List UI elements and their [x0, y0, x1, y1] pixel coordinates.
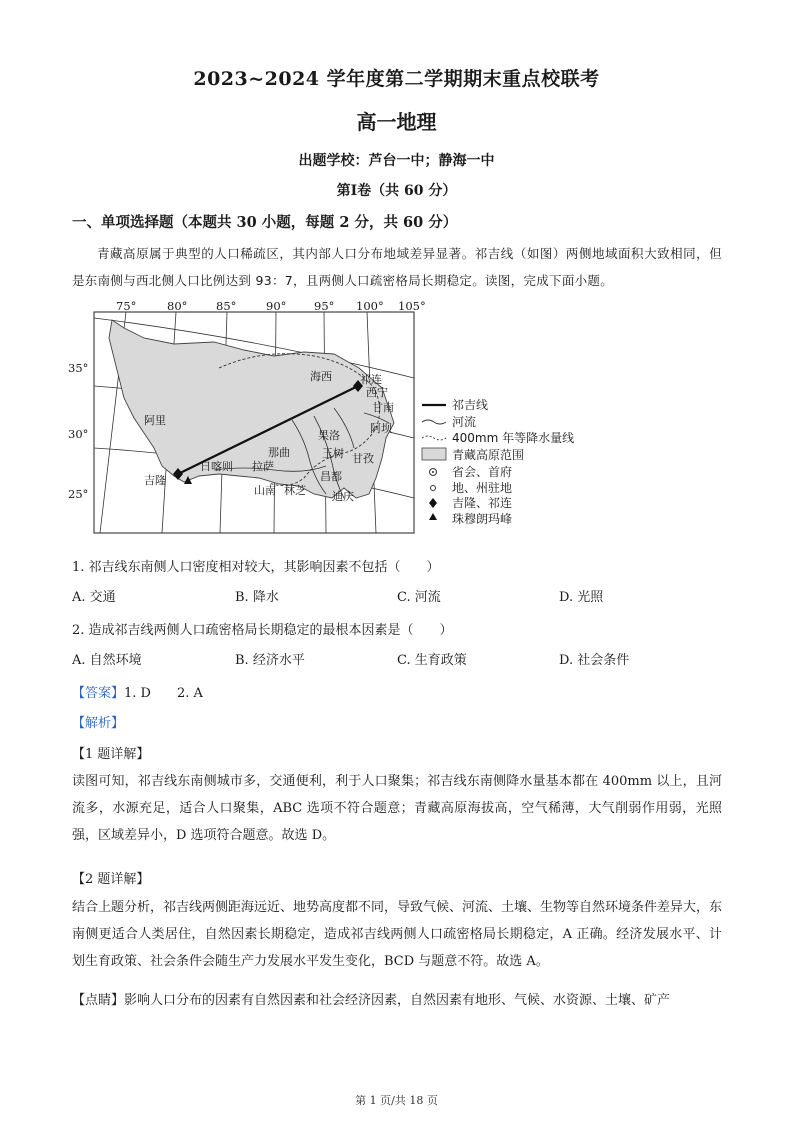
place-aba: 阿坝 — [370, 422, 392, 435]
exam-title: 2023~2024 学年度第二学期期末重点校联考 — [193, 68, 600, 90]
section-heading: 一、单项选择题（本题共 30 小题，每题 2 分，共 60 分） — [72, 214, 458, 231]
lon-label: 90° — [266, 299, 287, 313]
comment-tag: 【点睛】 — [72, 993, 125, 1008]
lon-label: 105° — [398, 299, 426, 313]
q1-option-b: B. 降水 — [235, 590, 279, 605]
place-shannan: 山南 — [254, 484, 276, 497]
q1-option-a: A. 交通 — [72, 590, 116, 605]
intro-paragraph: 青藏高原属于典型的人口稀疏区，其内部人口分布地域差异显著。祁吉线（如图）两侧地域面积大致相同，但是东南侧与西北侧人口比例达到 93：7，且两侧人口疏密格局长期稳定。读图，完成下面小题。 — [72, 246, 722, 288]
answer-tag: 【答案】 — [72, 686, 125, 701]
place-lasa: 拉萨 — [252, 460, 274, 473]
legend-label: 400mm 年等降水量线 — [452, 431, 575, 445]
place-ali: 阿里 — [144, 414, 166, 427]
lat-label: 30° — [68, 427, 89, 441]
place-haixi: 海西 — [310, 370, 332, 383]
schools-line: 出题学校：芦台一中；静海一中 — [298, 153, 495, 169]
legend-label: 省会、首府 — [452, 465, 513, 479]
legend-label: 青藏高原范围 — [452, 448, 525, 462]
place-diqing: 迪庆 — [332, 490, 354, 503]
q1-option-d: D. 光照 — [559, 590, 604, 605]
lat-label: 25° — [68, 487, 89, 501]
answer-text: 1. D 2. A — [124, 686, 203, 701]
q2-option-b: B. 经济水平 — [235, 653, 305, 668]
question-2-stem: 2. 造成祁吉线两侧人口疏密格局长期稳定的最根本因素是（ ） — [72, 623, 453, 638]
page-footer: 第 1 页/共 18 页 — [355, 1094, 438, 1107]
lat-label: 35° — [68, 361, 89, 375]
q2-option-c: C. 生育政策 — [397, 653, 467, 668]
detail-1-text: 读图可知，祁吉线东南侧城市多，交通便利，利于人口聚集；祁吉线东南侧降水量基本都在 400mm 以上，且河流多，水源充足，适合人口聚集，ABC 选项不符合题意；青藏高原海拔高，空气稀薄，大气削弱作用弱，光照强，区域差异小，D 选项符合题意。故选 D。 — [72, 774, 722, 843]
legend-label: 河流 — [452, 415, 477, 429]
place-guoluo: 果洛 — [318, 429, 340, 442]
detail-2-text: 结合上题分析，祁吉线两侧距海远近、地势高度都不同，导致气候、河流、土壤、生物等自然环境条件差异大，东南侧更适合人类居住，自然因素长期稳定，造成祁吉线两侧人口疏密格局长期稳定，A 正确。经济发展水平、计划生育政策、社会条件会随生产力发展水平发生变化，BCD 与题意不符。故选 A。 — [72, 900, 723, 969]
legend-label: 吉隆、祁连 — [452, 496, 513, 510]
qinghai-tibet-map — [64, 298, 584, 538]
q2-option-a: A. 自然环境 — [72, 653, 142, 668]
question-1-stem: 1. 祁吉线东南侧人口密度相对较大，其影响因素不包括（ ） — [72, 560, 440, 575]
lon-label: 80° — [167, 299, 188, 313]
answer-line — [72, 682, 203, 701]
place-linzhi: 林芝 — [284, 484, 306, 497]
place-qilian: 祁连 — [360, 373, 382, 386]
place-ganzi: 甘孜 — [352, 452, 374, 465]
map-legend — [422, 397, 574, 526]
place-rikaze: 日喀则 — [200, 460, 233, 473]
legend-label: 祁吉线 — [452, 398, 489, 412]
comment-paragraph — [72, 987, 722, 1014]
subject-title: 高一地理 — [356, 110, 437, 134]
detail-2-tag: 【2 题详解】 — [72, 872, 150, 887]
legend-label: 地、州驻地 — [452, 481, 513, 495]
lon-label: 95° — [314, 299, 335, 313]
place-gannan: 甘南 — [372, 401, 394, 414]
lon-label: 85° — [216, 299, 237, 313]
legend-label: 珠穆朗玛峰 — [452, 512, 513, 526]
q2-option-d: D. 社会条件 — [559, 653, 630, 668]
place-yushu: 玉树 — [322, 447, 344, 460]
q1-option-c: C. 河流 — [397, 590, 441, 605]
place-xining: 西宁 — [366, 386, 388, 399]
place-naqu: 那曲 — [268, 446, 290, 459]
detail-1-tag: 【1 题详解】 — [72, 747, 150, 762]
lon-label: 100° — [356, 299, 384, 313]
volume-line: 第Ⅰ卷（共 60 分） — [336, 183, 457, 199]
place-changdu: 昌都 — [320, 470, 342, 483]
place-jilong: 吉隆 — [144, 474, 166, 487]
comment-text: 影响人口分布的因素有自然因素和社会经济因素，自然因素有地形、气候、水资源、土壤、矿产 — [124, 993, 671, 1008]
analysis-tag: 【解析】 — [72, 716, 125, 731]
lon-label: 75° — [116, 299, 137, 313]
